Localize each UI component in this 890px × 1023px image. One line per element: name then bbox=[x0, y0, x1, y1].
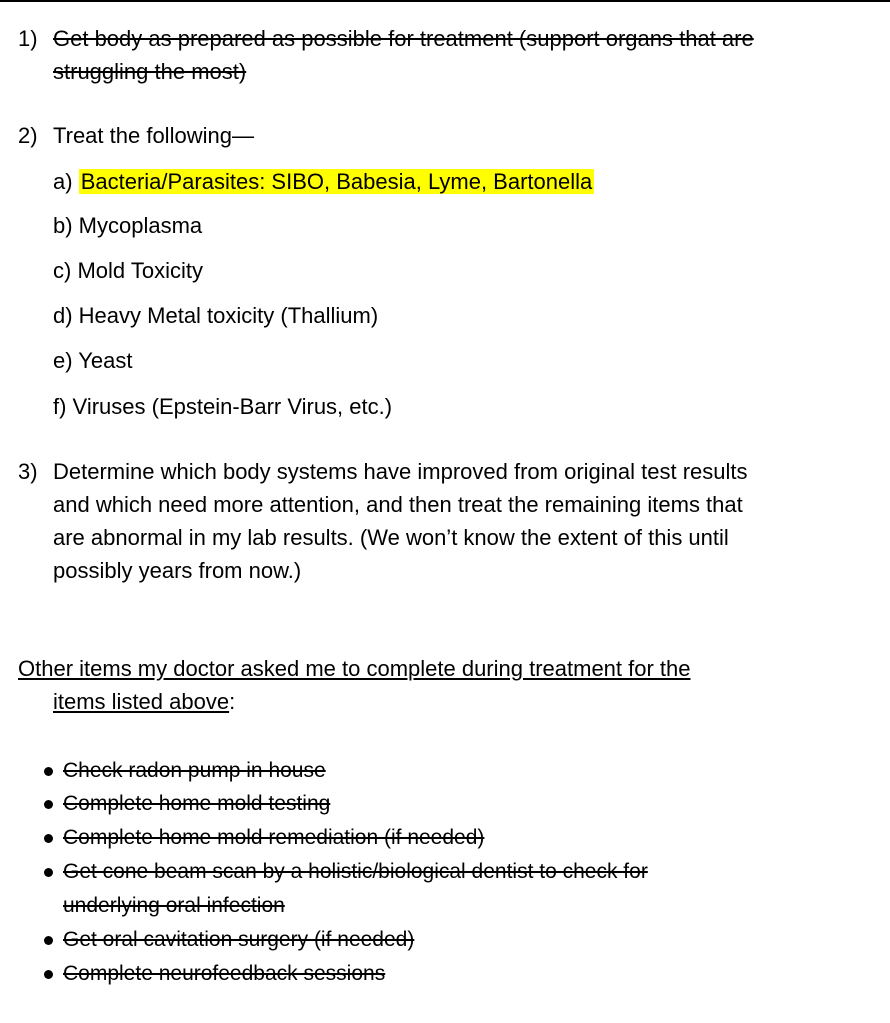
subitem-d: d) Heavy Metal toxicity (Thallium) bbox=[53, 303, 379, 328]
list-item-text: Get oral cavitation surgery (if needed) bbox=[63, 928, 415, 951]
list-item-text: Check radon pump in house bbox=[63, 759, 326, 782]
highlighted-text: Bacteria/Parasites: SIBO, Babesia, Lyme, Bartonella bbox=[80, 169, 593, 194]
heading-colon: : bbox=[229, 689, 236, 714]
step-number: 1) bbox=[18, 26, 38, 51]
subitem-a bbox=[53, 167, 594, 197]
heading-line bbox=[53, 687, 235, 717]
step-text-line: Treat the following— bbox=[53, 123, 254, 148]
subitem-f: f) Viruses (Epstein-Barr Virus, etc.) bbox=[53, 394, 393, 419]
bullet-icon bbox=[44, 868, 53, 877]
bullet-icon bbox=[44, 834, 53, 843]
heading-underlined-text: items listed above bbox=[53, 689, 230, 714]
list-item-text: underlying oral infection bbox=[63, 894, 285, 917]
step-text-line: Get body as prepared as possible for treatment (support organs that are bbox=[53, 26, 754, 51]
step-text-line: Determine which body systems have improved from original test results bbox=[53, 459, 748, 484]
list-item-text: Get cone beam scan by a holistic/biological dentist to check for bbox=[63, 860, 648, 883]
bullet-icon bbox=[44, 767, 53, 776]
subitem-label: a) bbox=[53, 169, 79, 194]
bullet-icon bbox=[44, 936, 53, 945]
list-item-text: Complete home mold testing bbox=[63, 792, 331, 815]
step-text-line: are abnormal in my lab results. (We won’t know the extent of this until bbox=[53, 525, 729, 550]
list-item-text: Complete neurofeedback sessions bbox=[63, 962, 386, 985]
step-text-line: possibly years from now.) bbox=[53, 558, 302, 583]
step-text-line: struggling the most) bbox=[53, 59, 247, 84]
step-number: 3) bbox=[18, 459, 38, 484]
bullet-icon bbox=[44, 970, 53, 979]
list-item-text: Complete home mold remediation (if needed) bbox=[63, 826, 485, 849]
subitem-c: c) Mold Toxicity bbox=[53, 258, 203, 283]
bullet-icon bbox=[44, 800, 53, 809]
step-number: 2) bbox=[18, 123, 38, 148]
step-text-line: and which need more attention, and then treat the remaining items that bbox=[53, 492, 743, 517]
subitem-e: e) Yeast bbox=[53, 348, 133, 373]
subitem-b: b) Mycoplasma bbox=[53, 213, 203, 238]
heading-line: Other items my doctor asked me to complete during treatment for the bbox=[18, 656, 691, 681]
